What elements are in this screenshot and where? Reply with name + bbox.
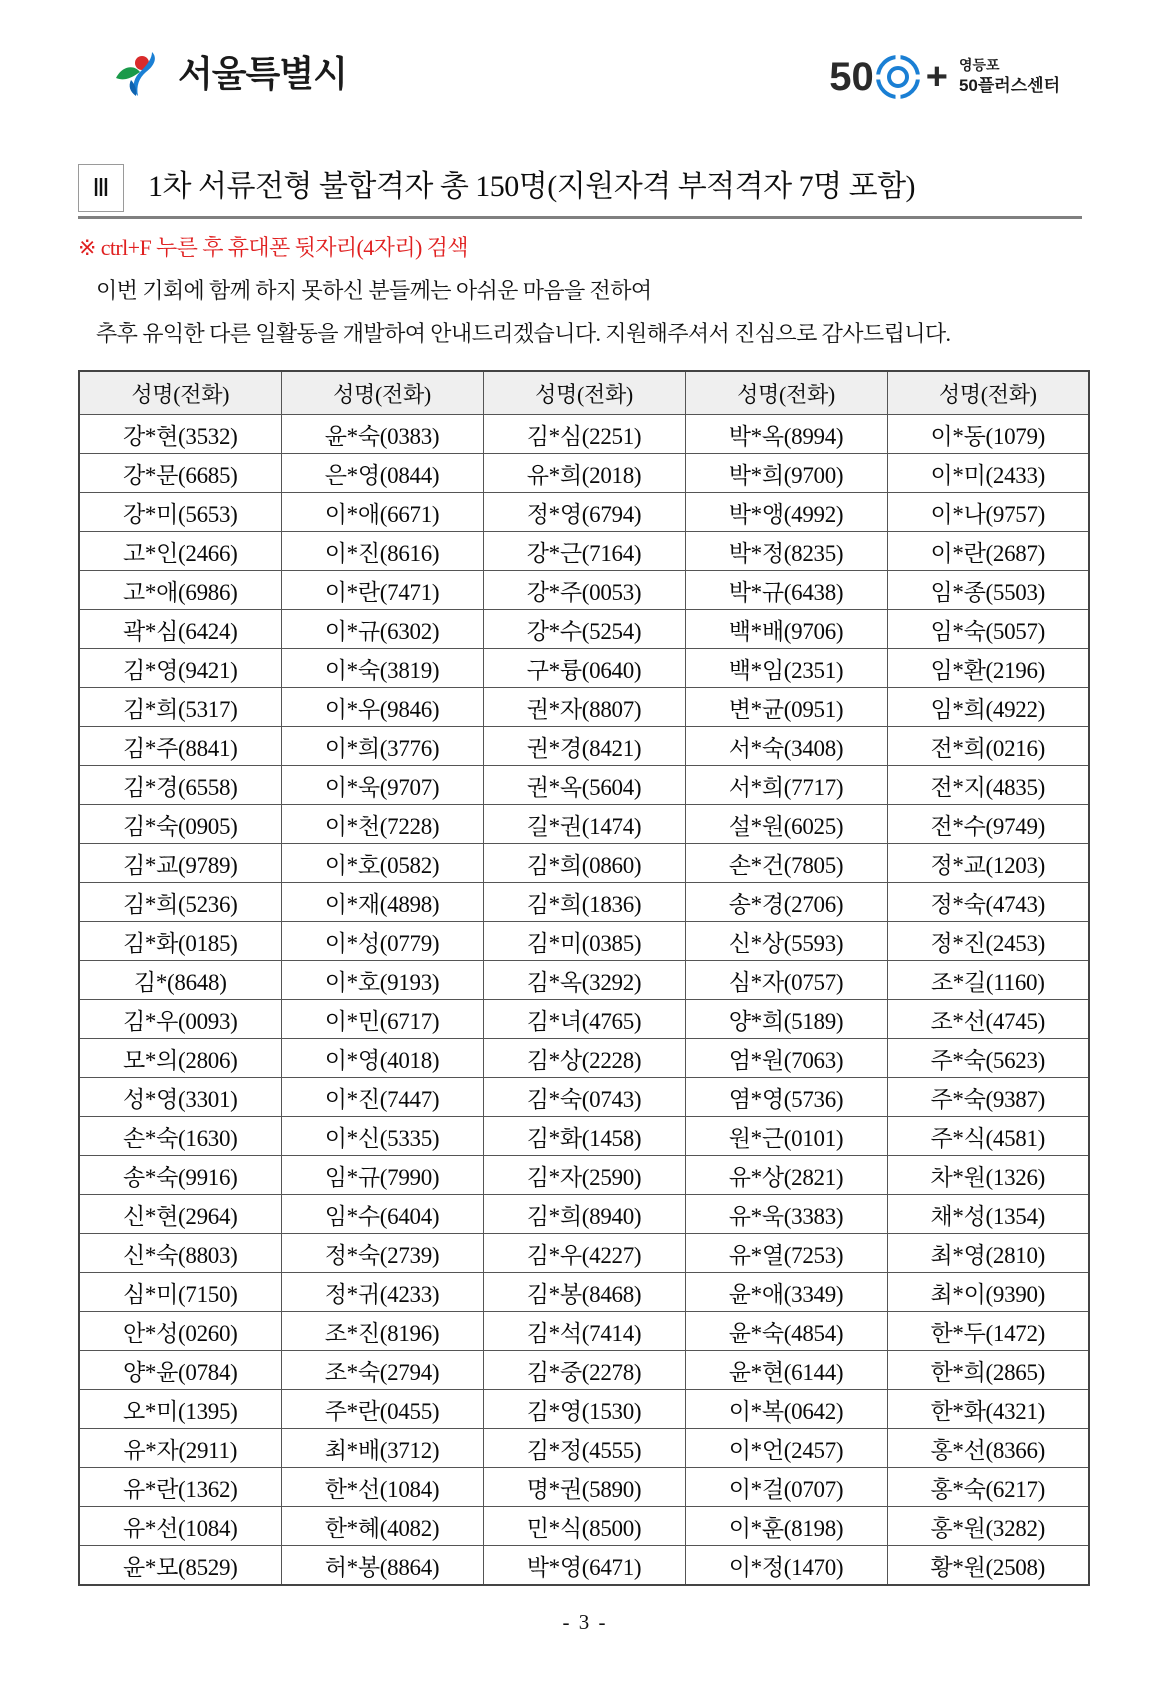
applicant-cell: 이*성(0779) xyxy=(281,922,483,961)
applicant-cell: 김*우(4227) xyxy=(483,1234,685,1273)
applicant-cell: 주*숙(5623) xyxy=(887,1039,1089,1078)
applicant-cell: 고*애(6986) xyxy=(79,571,281,610)
seoul-city-logo xyxy=(112,48,347,100)
table-row xyxy=(79,1429,1089,1468)
table-row xyxy=(79,1312,1089,1351)
search-instruction-note: ※ ctrl+F 누른 후 휴대폰 뒷자리(4자리) 검색 xyxy=(78,235,468,260)
column-header-2: 성명(전화) xyxy=(281,371,483,415)
page-number-footer: - 3 - xyxy=(562,1610,608,1634)
applicant-cell: 김*영(1530) xyxy=(483,1390,685,1429)
applicant-cell: 김*녀(4765) xyxy=(483,1000,685,1039)
applicant-cell: 백*임(2351) xyxy=(685,649,887,688)
applicant-cell: 조*진(8196) xyxy=(281,1312,483,1351)
applicant-cell: 이*진(7447) xyxy=(281,1078,483,1117)
applicant-cell: 주*숙(9387) xyxy=(887,1078,1089,1117)
applicant-cell: 김*숙(0743) xyxy=(483,1078,685,1117)
applicant-cell: 심*자(0757) xyxy=(685,961,887,1000)
applicant-cell: 유*선(1084) xyxy=(79,1507,281,1546)
applicant-cell: 윤*모(8529) xyxy=(79,1546,281,1586)
page-title: 1차 서류전형 불합격자 총 150명(지원자격 부적격자 7명 포함) xyxy=(148,170,916,203)
applicant-cell: 신*현(2964) xyxy=(79,1195,281,1234)
applicant-cell: 권*옥(5604) xyxy=(483,766,685,805)
column-header-5: 성명(전화) xyxy=(887,371,1089,415)
applicant-cell: 김*희(5236) xyxy=(79,883,281,922)
applicant-cell: 차*원(1326) xyxy=(887,1156,1089,1195)
applicant-cell: 김*옥(3292) xyxy=(483,961,685,1000)
applicant-cell: 홍*숙(6217) xyxy=(887,1468,1089,1507)
applicant-cell: 유*열(7253) xyxy=(685,1234,887,1273)
table-row xyxy=(79,1390,1089,1429)
applicant-cell: 권*자(8807) xyxy=(483,688,685,727)
applicant-cell: 유*란(1362) xyxy=(79,1468,281,1507)
applicant-cell: 한*화(4321) xyxy=(887,1390,1089,1429)
applicant-cell: 임*종(5503) xyxy=(887,571,1089,610)
applicant-cell: 이*호(9193) xyxy=(281,961,483,1000)
applicant-cell: 박*희(9700) xyxy=(685,454,887,493)
names-table-body xyxy=(79,415,1089,1586)
fifty-plus-mark xyxy=(829,54,948,100)
applicant-cell: 원*근(0101) xyxy=(685,1117,887,1156)
applicant-cell: 최*배(3712) xyxy=(281,1429,483,1468)
applicant-cell: 김*희(1836) xyxy=(483,883,685,922)
applicant-cell: 임*숙(5057) xyxy=(887,610,1089,649)
applicant-cell: 박*옥(8994) xyxy=(685,415,887,454)
applicant-cell: 조*숙(2794) xyxy=(281,1351,483,1390)
applicant-cell: 서*숙(3408) xyxy=(685,727,887,766)
applicant-cell: 명*권(5890) xyxy=(483,1468,685,1507)
applicant-cell: 윤*숙(4854) xyxy=(685,1312,887,1351)
table-row xyxy=(79,844,1089,883)
applicant-cell: 정*귀(4233) xyxy=(281,1273,483,1312)
applicant-cell: 김*봉(8468) xyxy=(483,1273,685,1312)
seoul-logo-text: 서울특별시 xyxy=(178,53,347,94)
names-table-wrap xyxy=(78,370,1090,1586)
applicant-cell: 강*주(0053) xyxy=(483,571,685,610)
applicant-cell: 이*언(2457) xyxy=(685,1429,887,1468)
applicant-cell: 길*권(1474) xyxy=(483,805,685,844)
table-row xyxy=(79,1039,1089,1078)
applicant-cell: 임*환(2196) xyxy=(887,649,1089,688)
applicant-cell: 전*수(9749) xyxy=(887,805,1089,844)
section-heading-block xyxy=(78,162,1082,219)
table-row xyxy=(79,1000,1089,1039)
applicant-cell: 오*미(1395) xyxy=(79,1390,281,1429)
applicant-cell: 김*희(5317) xyxy=(79,688,281,727)
applicant-cell: 한*희(2865) xyxy=(887,1351,1089,1390)
applicant-cell: 유*상(2821) xyxy=(685,1156,887,1195)
applicant-cell: 김*우(0093) xyxy=(79,1000,281,1039)
applicant-cell: 강*미(5653) xyxy=(79,493,281,532)
applicant-cell: 박*규(6438) xyxy=(685,571,887,610)
applicant-cell: 이*신(5335) xyxy=(281,1117,483,1156)
names-table xyxy=(78,370,1090,1586)
fifty-center-name xyxy=(959,56,1060,98)
table-row xyxy=(79,1117,1089,1156)
applicant-cell: 양*희(5189) xyxy=(685,1000,887,1039)
table-header-row xyxy=(79,371,1089,415)
applicant-cell: 김*중(2278) xyxy=(483,1351,685,1390)
table-row xyxy=(79,454,1089,493)
applicant-cell: 백*배(9706) xyxy=(685,610,887,649)
applicant-cell: 김*화(1458) xyxy=(483,1117,685,1156)
applicant-cell: 이*나(9757) xyxy=(887,493,1089,532)
applicant-cell: 채*성(1354) xyxy=(887,1195,1089,1234)
logo-bar xyxy=(0,38,1170,148)
applicant-cell: 이*정(1470) xyxy=(685,1546,887,1586)
applicant-cell: 최*영(2810) xyxy=(887,1234,1089,1273)
fifty-plus-symbol: + xyxy=(925,56,948,98)
applicant-cell: 이*숙(3819) xyxy=(281,649,483,688)
applicant-cell: 양*윤(0784) xyxy=(79,1351,281,1390)
applicant-cell: 황*원(2508) xyxy=(887,1546,1089,1586)
applicant-cell: 이*애(6671) xyxy=(281,493,483,532)
applicant-cell: 김*정(4555) xyxy=(483,1429,685,1468)
applicant-cell: 강*근(7164) xyxy=(483,532,685,571)
applicant-cell: 이*동(1079) xyxy=(887,415,1089,454)
applicant-cell: 이*희(3776) xyxy=(281,727,483,766)
applicant-cell: 강*현(3532) xyxy=(79,415,281,454)
applicant-cell: 윤*숙(0383) xyxy=(281,415,483,454)
applicant-cell: 김*교(9789) xyxy=(79,844,281,883)
applicant-cell: 김*희(0860) xyxy=(483,844,685,883)
applicant-cell: 정*숙(2739) xyxy=(281,1234,483,1273)
applicant-cell: 박*정(8235) xyxy=(685,532,887,571)
applicant-cell: 홍*원(3282) xyxy=(887,1507,1089,1546)
applicant-cell: 김*숙(0905) xyxy=(79,805,281,844)
applicant-cell: 강*문(6685) xyxy=(79,454,281,493)
table-row xyxy=(79,532,1089,571)
table-row xyxy=(79,766,1089,805)
applicant-cell: 정*교(1203) xyxy=(887,844,1089,883)
message-line-1: 이번 기회에 함께 하지 못하신 분들께는 아쉬운 마음을 전하여 xyxy=(96,278,652,303)
fifty-ring-icon xyxy=(875,54,921,100)
applicant-cell: 한*선(1084) xyxy=(281,1468,483,1507)
applicant-cell: 서*희(7717) xyxy=(685,766,887,805)
column-header-3: 성명(전화) xyxy=(483,371,685,415)
applicant-cell: 조*선(4745) xyxy=(887,1000,1089,1039)
applicant-cell: 정*숙(4743) xyxy=(887,883,1089,922)
applicant-cell: 김*석(7414) xyxy=(483,1312,685,1351)
applicant-cell: 윤*애(3349) xyxy=(685,1273,887,1312)
table-row xyxy=(79,688,1089,727)
document-page xyxy=(0,38,1170,1693)
applicant-cell: 김*(8648) xyxy=(79,961,281,1000)
section-number-box: Ⅲ xyxy=(78,164,124,212)
applicant-cell: 이*욱(9707) xyxy=(281,766,483,805)
applicant-cell: 한*두(1472) xyxy=(887,1312,1089,1351)
applicant-cell: 성*영(3301) xyxy=(79,1078,281,1117)
applicant-cell: 최*이(9390) xyxy=(887,1273,1089,1312)
applicant-cell: 김*화(0185) xyxy=(79,922,281,961)
applicant-cell: 정*진(2453) xyxy=(887,922,1089,961)
table-row xyxy=(79,961,1089,1000)
applicant-cell: 주*식(4581) xyxy=(887,1117,1089,1156)
fifty-number-text: 50 xyxy=(829,55,874,99)
applicant-cell: 홍*선(8366) xyxy=(887,1429,1089,1468)
applicant-cell: 신*상(5593) xyxy=(685,922,887,961)
table-row xyxy=(79,1468,1089,1507)
applicant-cell: 이*걸(0707) xyxy=(685,1468,887,1507)
applicant-cell: 김*상(2228) xyxy=(483,1039,685,1078)
applicant-cell: 엄*원(7063) xyxy=(685,1039,887,1078)
applicant-cell: 허*봉(8864) xyxy=(281,1546,483,1586)
applicant-cell: 이*재(4898) xyxy=(281,883,483,922)
table-row xyxy=(79,805,1089,844)
applicant-cell: 손*건(7805) xyxy=(685,844,887,883)
applicant-cell: 전*희(0216) xyxy=(887,727,1089,766)
applicant-cell: 김*심(2251) xyxy=(483,415,685,454)
table-row xyxy=(79,493,1089,532)
section-head xyxy=(78,162,1082,219)
applicant-cell: 곽*심(6424) xyxy=(79,610,281,649)
applicant-cell: 송*경(2706) xyxy=(685,883,887,922)
applicant-cell: 고*인(2466) xyxy=(79,532,281,571)
applicant-cell: 전*지(4835) xyxy=(887,766,1089,805)
table-row xyxy=(79,610,1089,649)
applicant-cell: 권*경(8421) xyxy=(483,727,685,766)
table-row xyxy=(79,1195,1089,1234)
applicant-cell: 유*욱(3383) xyxy=(685,1195,887,1234)
applicant-cell: 이*영(4018) xyxy=(281,1039,483,1078)
table-row xyxy=(79,1078,1089,1117)
applicant-cell: 염*영(5736) xyxy=(685,1078,887,1117)
applicant-cell: 심*미(7150) xyxy=(79,1273,281,1312)
applicant-cell: 유*희(2018) xyxy=(483,454,685,493)
applicant-cell: 김*경(6558) xyxy=(79,766,281,805)
table-row xyxy=(79,1507,1089,1546)
table-row xyxy=(79,415,1089,454)
table-row xyxy=(79,727,1089,766)
applicant-cell: 김*자(2590) xyxy=(483,1156,685,1195)
applicant-cell: 김*영(9421) xyxy=(79,649,281,688)
applicant-cell: 이*호(0582) xyxy=(281,844,483,883)
applicant-cell: 한*혜(4082) xyxy=(281,1507,483,1546)
message-line-2: 추후 유익한 다른 일활동을 개발하여 안내드리겠습니다. 지원해주셔서 진심으로 감사드립니다. xyxy=(96,321,951,346)
column-header-4: 성명(전화) xyxy=(685,371,887,415)
table-row xyxy=(79,649,1089,688)
applicant-cell: 신*숙(8803) xyxy=(79,1234,281,1273)
applicant-cell: 김*미(0385) xyxy=(483,922,685,961)
applicant-cell: 임*희(4922) xyxy=(887,688,1089,727)
applicant-cell: 변*균(0951) xyxy=(685,688,887,727)
fifty-center-district: 영등포 xyxy=(958,57,1000,74)
applicant-cell: 설*원(6025) xyxy=(685,805,887,844)
applicant-cell: 민*식(8500) xyxy=(483,1507,685,1546)
applicant-cell: 주*란(0455) xyxy=(281,1390,483,1429)
table-row xyxy=(79,1234,1089,1273)
applicant-cell: 이*미(2433) xyxy=(887,454,1089,493)
applicant-cell: 이*규(6302) xyxy=(281,610,483,649)
applicant-cell: 이*우(9846) xyxy=(281,688,483,727)
fifty-center-title: 50플러스센터 xyxy=(958,75,1060,95)
applicant-cell: 이*훈(8198) xyxy=(685,1507,887,1546)
applicant-cell: 유*자(2911) xyxy=(79,1429,281,1468)
applicant-cell: 정*영(6794) xyxy=(483,493,685,532)
table-row xyxy=(79,1546,1089,1586)
applicant-cell: 이*란(2687) xyxy=(887,532,1089,571)
table-row xyxy=(79,922,1089,961)
applicant-cell: 이*진(8616) xyxy=(281,532,483,571)
applicant-cell: 이*복(0642) xyxy=(685,1390,887,1429)
applicant-cell: 김*희(8940) xyxy=(483,1195,685,1234)
applicant-cell: 안*성(0260) xyxy=(79,1312,281,1351)
table-row xyxy=(79,1156,1089,1195)
table-row xyxy=(79,1273,1089,1312)
applicant-cell: 이*천(7228) xyxy=(281,805,483,844)
applicant-cell: 모*의(2806) xyxy=(79,1039,281,1078)
applicant-cell: 임*규(7990) xyxy=(281,1156,483,1195)
table-row xyxy=(79,571,1089,610)
column-header-1: 성명(전화) xyxy=(79,371,281,415)
applicant-cell: 김*주(8841) xyxy=(79,727,281,766)
applicant-cell: 손*숙(1630) xyxy=(79,1117,281,1156)
applicant-cell: 강*수(5254) xyxy=(483,610,685,649)
applicant-cell: 송*숙(9916) xyxy=(79,1156,281,1195)
applicant-cell: 조*길(1160) xyxy=(887,961,1089,1000)
applicant-cell: 윤*현(6144) xyxy=(685,1351,887,1390)
table-row xyxy=(79,1351,1089,1390)
seoul-emblem-icon xyxy=(112,48,170,100)
table-row xyxy=(79,883,1089,922)
applicant-cell: 박*앵(4992) xyxy=(685,493,887,532)
applicant-cell: 이*란(7471) xyxy=(281,571,483,610)
applicant-cell: 임*수(6404) xyxy=(281,1195,483,1234)
applicant-cell: 구*륭(0640) xyxy=(483,649,685,688)
applicant-cell: 이*민(6717) xyxy=(281,1000,483,1039)
fifty-plus-center-logo xyxy=(829,54,1060,100)
applicant-cell: 박*영(6471) xyxy=(483,1546,685,1586)
applicant-cell: 은*영(0844) xyxy=(281,454,483,493)
names-table-head xyxy=(79,371,1089,415)
